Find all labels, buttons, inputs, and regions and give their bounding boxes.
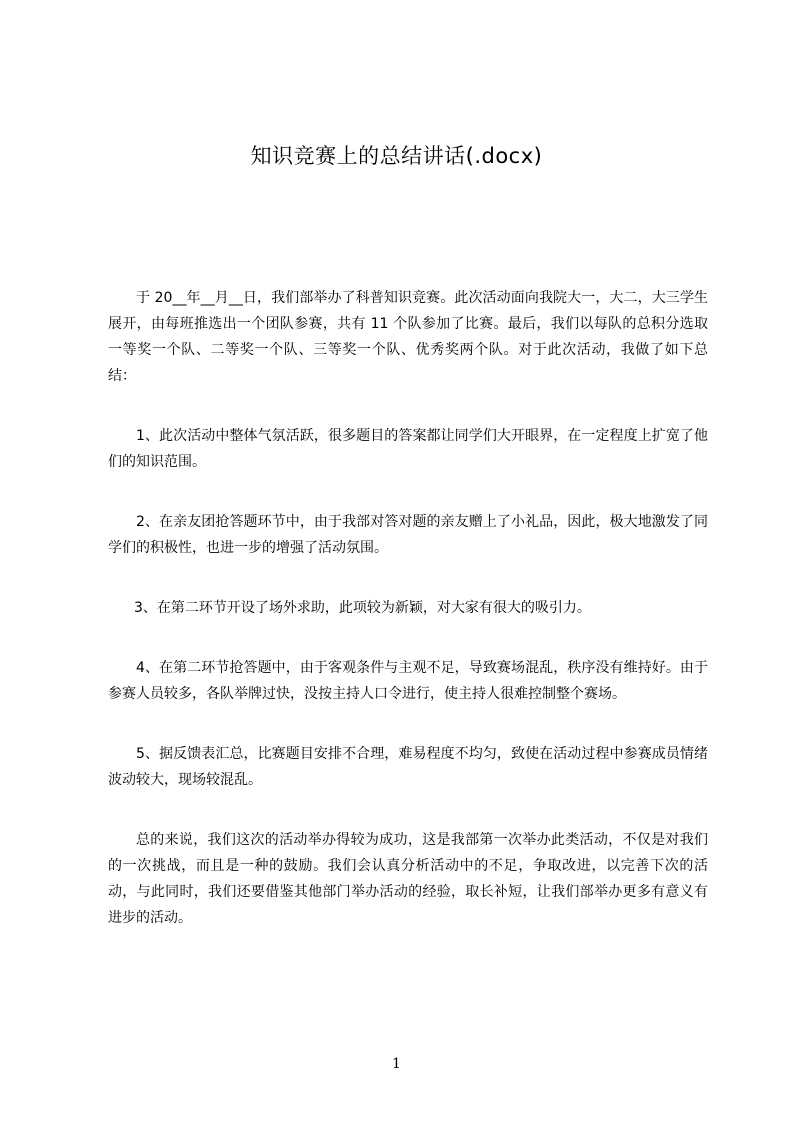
document-title: 知识竞赛上的总结讲话(.docx)	[250, 144, 543, 168]
summary-point-2: 2、在亲友团抢答题环节中，由于我部对答对题的亲友赠上了小礼品，因此，极大地激发了同学们的积极性，也进一步的增强了活动氛围。	[108, 514, 708, 556]
summary-point-4: 4、在第二环节抢答题中，由于客观条件与主观不足，导致赛场混乱，秩序没有维持好。由于参赛人员较多，各队举牌过快，没按主持人口令进行，使主持人很难控制整个赛场。	[108, 660, 708, 702]
conclusion-paragraph: 总的来说，我们这次的活动举办得较为成功，这是我部第一次举办此类活动，不仅是对我们的一次挑战，而且是一种的鼓励。我们会认真分析活动中的不足，争取改进，以完善下次的活动，与此同时，我们还要借鉴其他部门举办活动的经验，取长补短，让我们部举办更多有意义有进步的活动。	[108, 832, 708, 926]
page-number: 1	[392, 1056, 401, 1072]
summary-point-1: 1、此次活动中整体气氛活跃，很多题目的答案都让同学们大开眼界，在一定程度上扩宽了他们的知识范围。	[108, 428, 708, 470]
summary-point-3: 3、在第二环节开设了场外求助，此项较为新颖，对大家有很大的吸引力。	[134, 600, 591, 616]
document-body	[108, 285, 708, 965]
intro-paragraph: 于 20__年__月__日，我们部举办了科普知识竞赛。此次活动面向我院大一，大二，大三学生展开，由每班推选出一个团队参赛，共有 11 个队参加了比赛。最后，我们以每队的总积分选取一等奖一个队、二等奖一个队、三等奖一个队、优秀奖两个队。对于此次活动，我做了如下总结：	[108, 290, 708, 384]
summary-point-5: 5、据反馈表汇总，比赛题目安排不合理，难易程度不均匀，致使在活动过程中参赛成员情绪波动较大，现场较混乱。	[108, 746, 708, 788]
